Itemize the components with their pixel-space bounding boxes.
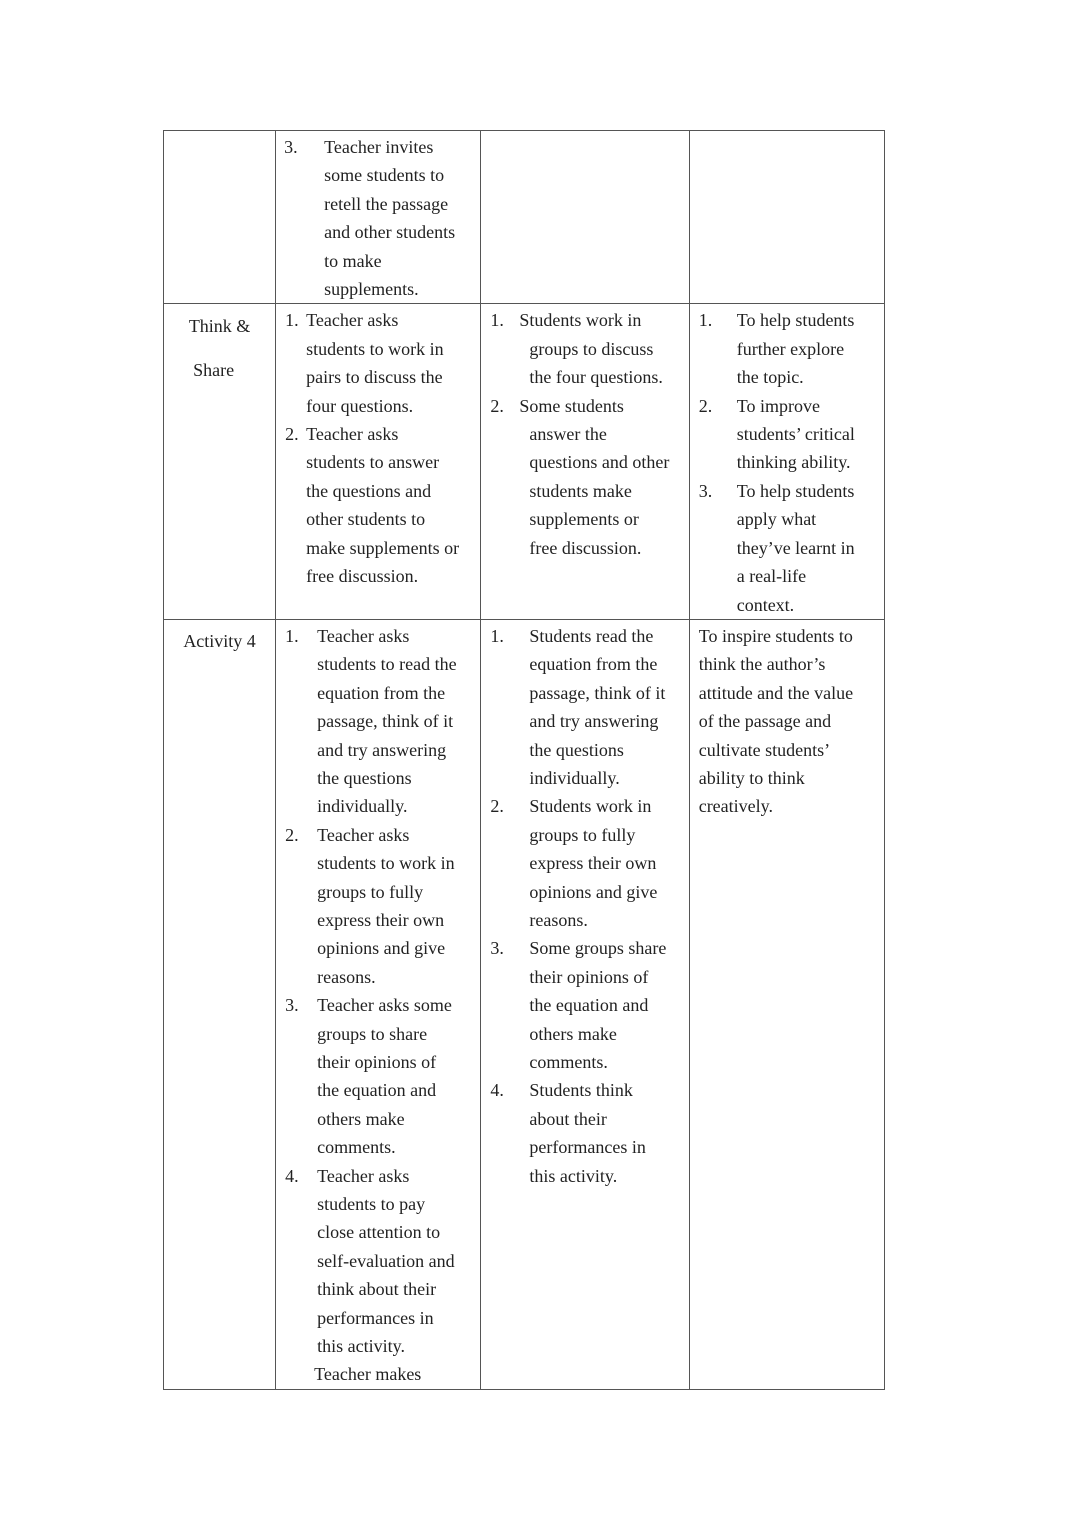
list-item-line: passage, think of it bbox=[529, 682, 666, 703]
list-item bbox=[481, 392, 688, 562]
list-item-line: the topic. bbox=[736, 367, 804, 388]
list-item-line: Teacher asks bbox=[306, 310, 399, 331]
list-item-line: pairs to discuss the bbox=[306, 367, 443, 388]
list-item bbox=[481, 306, 688, 391]
teacher-activity-cell bbox=[276, 619, 481, 1389]
list-item-line: some students to bbox=[324, 165, 445, 186]
list-item-line: apply what bbox=[736, 509, 817, 530]
list-number: 2. bbox=[285, 424, 299, 445]
purpose-line: cultivate students’ bbox=[698, 739, 831, 760]
stage-label: Think & bbox=[188, 316, 251, 337]
list-item-line: Teacher asks bbox=[317, 1165, 410, 1186]
list-item-line: the equation and bbox=[529, 995, 649, 1016]
list-number: 2. bbox=[285, 824, 299, 845]
list-item bbox=[276, 821, 480, 991]
list-item-line: Students work in bbox=[529, 796, 652, 817]
list-item-line: students to read the bbox=[317, 654, 457, 675]
list-item bbox=[690, 477, 884, 619]
list-item-line: passage, think of it bbox=[317, 711, 454, 732]
teacher-activity-cell bbox=[276, 131, 481, 304]
stage-cell bbox=[164, 619, 276, 1389]
list-number: 3. bbox=[284, 137, 298, 157]
list-item bbox=[481, 1076, 688, 1190]
list-item-line: comments. bbox=[529, 1052, 608, 1072]
list-item bbox=[690, 392, 884, 477]
list-item-line: the four questions. bbox=[529, 367, 663, 388]
list-item-line: To help students bbox=[736, 480, 855, 501]
list-item-line: and other students bbox=[324, 222, 456, 243]
list-item-line: supplements or bbox=[529, 509, 639, 530]
purpose-line: of the passage and bbox=[698, 711, 832, 732]
student-activity-cell bbox=[481, 304, 689, 619]
stage-label: Share bbox=[193, 360, 235, 381]
list-item-line: Teacher asks bbox=[317, 824, 410, 845]
list-item-line: think about their bbox=[317, 1279, 437, 1300]
list-item-line: equation from the bbox=[317, 682, 446, 703]
list-item-line: and try answering bbox=[317, 739, 447, 760]
purpose-cell bbox=[689, 619, 884, 1389]
list-item-line: Teacher invites bbox=[324, 137, 434, 157]
list-item-line: individually. bbox=[529, 767, 620, 788]
list-item-line: they’ve learnt in bbox=[736, 537, 855, 558]
purpose-line: think the author’s bbox=[698, 654, 826, 675]
list-number: 1. bbox=[285, 625, 299, 646]
list-item-line: groups to fully bbox=[317, 881, 424, 902]
list-item-line: students to work in bbox=[306, 338, 444, 359]
list-number: 2. bbox=[698, 395, 713, 416]
list-item-line: Students read the bbox=[529, 625, 654, 646]
list-item-line: individually. bbox=[317, 796, 408, 817]
list-item-line: answer the bbox=[529, 424, 607, 445]
list-item-line: about their bbox=[529, 1108, 607, 1129]
list-item-line: close attention to bbox=[317, 1222, 441, 1243]
list-item-line: four questions. bbox=[306, 395, 414, 416]
list-number: 2. bbox=[490, 796, 504, 817]
list-item bbox=[276, 622, 480, 821]
list-item-line: retell the passage bbox=[324, 193, 449, 214]
list-item-line: the questions bbox=[317, 767, 412, 788]
list-item-line: this activity. bbox=[317, 1336, 405, 1357]
purpose-line: attitude and the value bbox=[698, 682, 854, 703]
student-activity-cell bbox=[481, 131, 689, 304]
list-item-line: context. bbox=[736, 594, 795, 615]
purpose-cell bbox=[689, 131, 884, 304]
list-item-line: their opinions of bbox=[529, 966, 649, 987]
list-item-line: students make bbox=[529, 480, 632, 501]
purpose-text bbox=[690, 620, 884, 821]
list-item-line: and try answering bbox=[529, 711, 659, 732]
list-item-line: Students think bbox=[529, 1080, 633, 1101]
stage-label: Activity 4 bbox=[183, 630, 256, 651]
list-item-line: Students work in bbox=[519, 310, 642, 331]
list-number: 1. bbox=[698, 310, 713, 331]
list-item-line: their opinions of bbox=[317, 1052, 437, 1072]
list-item-line: students to pay bbox=[317, 1194, 426, 1215]
list-item-line: questions and other bbox=[529, 452, 670, 473]
list-item-line: groups to fully bbox=[529, 824, 636, 845]
student-activity-cell bbox=[481, 619, 689, 1389]
list-number: 3. bbox=[285, 995, 299, 1016]
list-item-line: students to answer bbox=[306, 452, 440, 473]
purpose-cell bbox=[689, 304, 884, 619]
list-item-line: express their own bbox=[529, 853, 657, 874]
list-item-line: To help students bbox=[736, 310, 855, 331]
list-item bbox=[481, 934, 688, 1076]
list-item bbox=[481, 622, 688, 792]
list-item-line: groups to share bbox=[317, 1023, 428, 1044]
list-item bbox=[481, 792, 688, 934]
list-item-line: express their own bbox=[317, 909, 445, 930]
list-item-line: opinions and give bbox=[317, 938, 446, 959]
list-item-line: Some groups share bbox=[529, 938, 667, 959]
list-item-line: other students to bbox=[306, 509, 426, 530]
table-row bbox=[164, 131, 885, 304]
list-item bbox=[276, 991, 480, 1161]
list-number: 1. bbox=[285, 310, 299, 331]
list-item bbox=[276, 133, 480, 303]
list-item-line: self-evaluation and bbox=[317, 1250, 455, 1271]
lesson-plan-table bbox=[163, 130, 885, 1390]
list-item-line: To improve bbox=[736, 395, 820, 416]
list-item-line: opinions and give bbox=[529, 881, 658, 902]
list-item-line: equation from the bbox=[529, 654, 658, 675]
list-number: 1. bbox=[490, 625, 504, 646]
list-item-line: supplements. bbox=[324, 279, 419, 300]
purpose-line: To inspire students to bbox=[698, 625, 853, 646]
purpose-line: ability to think bbox=[698, 767, 805, 788]
list-item-line: students’ critical bbox=[736, 424, 855, 445]
list-item-line: to make bbox=[324, 250, 382, 271]
stage-cell bbox=[164, 304, 276, 619]
list-item-line: further explore bbox=[736, 338, 845, 359]
list-item bbox=[276, 1162, 480, 1361]
list-item-line: Some students bbox=[519, 395, 624, 416]
list-item-line: Teacher asks bbox=[317, 625, 410, 646]
list-item-line: reasons. bbox=[529, 909, 588, 930]
list-item-line: the equation and bbox=[317, 1080, 437, 1101]
list-item-line: the questions and bbox=[306, 480, 432, 501]
list-item-line: this activity. bbox=[529, 1165, 618, 1186]
table-row bbox=[164, 304, 885, 619]
table-row bbox=[164, 619, 885, 1389]
list-item-line: Teacher asks bbox=[306, 424, 399, 445]
list-item-line: Teacher asks some bbox=[317, 995, 452, 1016]
list-item-line: performances in bbox=[317, 1307, 434, 1328]
stage-cell bbox=[164, 131, 276, 304]
list-item-line: make supplements or bbox=[306, 537, 460, 558]
list-item-line: a real-life bbox=[736, 566, 807, 587]
list-item bbox=[276, 306, 480, 420]
list-number: 3. bbox=[698, 480, 713, 501]
list-number: 3. bbox=[490, 938, 504, 959]
purpose-line: creatively. bbox=[698, 796, 773, 817]
teacher-tail-text: Teacher makes bbox=[314, 1364, 422, 1385]
list-item-line: reasons. bbox=[317, 966, 376, 987]
list-item-line: comments. bbox=[317, 1137, 396, 1158]
list-item-line: others make bbox=[529, 1023, 617, 1044]
list-item-line: groups to discuss bbox=[529, 338, 654, 359]
list-item-line: free discussion. bbox=[529, 537, 642, 558]
list-number: 4. bbox=[285, 1165, 299, 1186]
list-item bbox=[690, 306, 884, 391]
list-item-line: students to work in bbox=[317, 853, 455, 874]
list-item-line: others make bbox=[317, 1108, 405, 1129]
list-item bbox=[276, 420, 480, 590]
list-item-line: performances in bbox=[529, 1137, 646, 1158]
list-number: 1. bbox=[490, 310, 504, 331]
teacher-activity-cell bbox=[276, 304, 481, 619]
list-item-line: the questions bbox=[529, 739, 624, 760]
list-item-line: thinking ability. bbox=[736, 452, 851, 473]
list-item-line: free discussion. bbox=[306, 566, 419, 587]
list-number: 4. bbox=[490, 1080, 504, 1101]
list-number: 2. bbox=[490, 395, 504, 416]
